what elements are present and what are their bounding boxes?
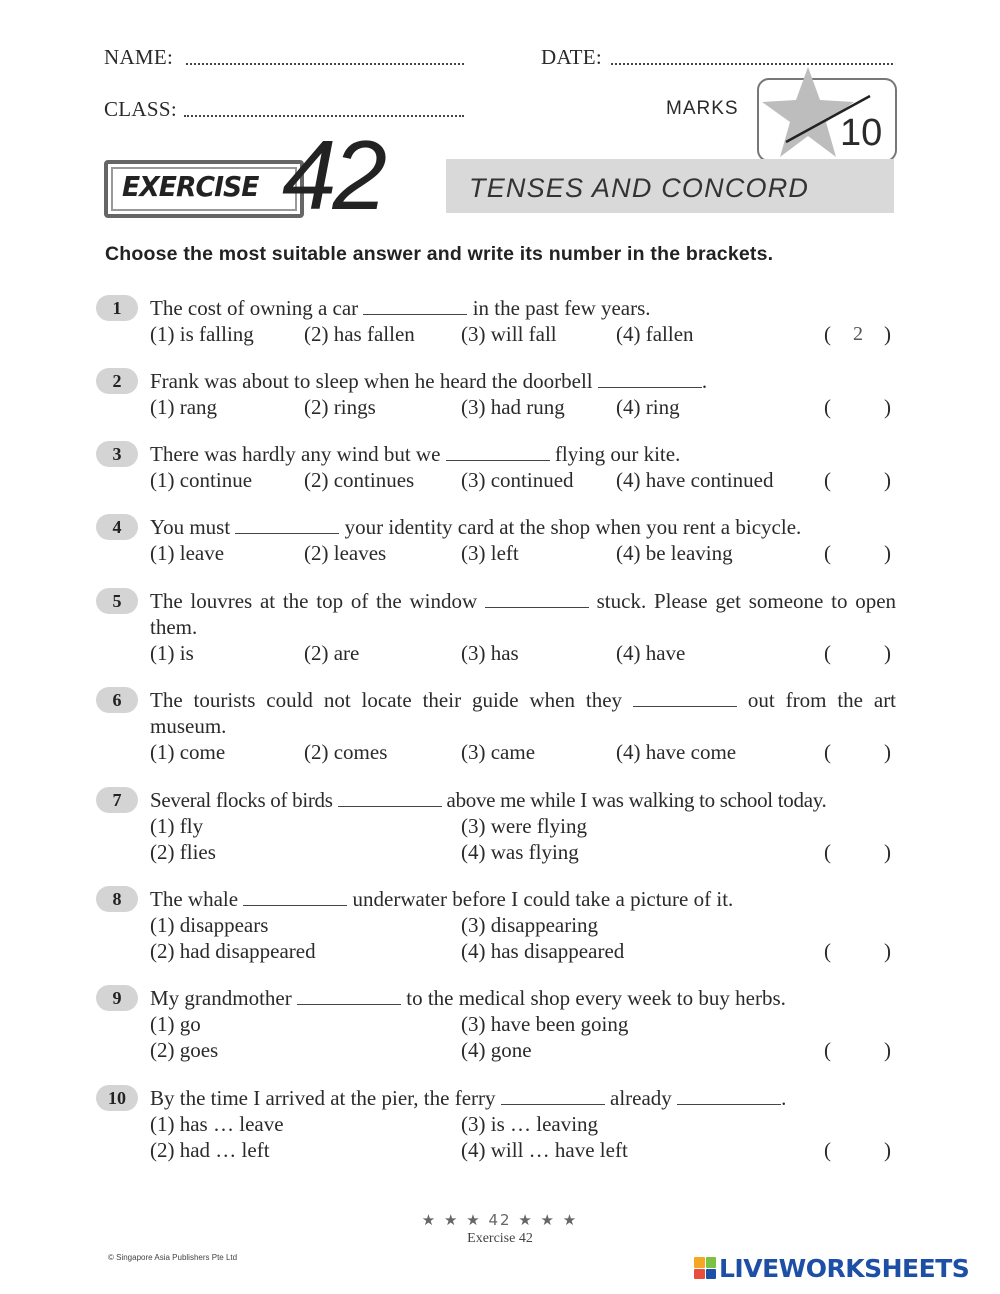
option-2: (2) continues bbox=[304, 468, 415, 492]
question-number: 4 bbox=[96, 514, 138, 540]
instructions: Choose the most suitable answer and write its number in the brackets. bbox=[105, 243, 774, 265]
exercise-word: EXERCISE bbox=[122, 170, 259, 203]
exercise-number: 42 bbox=[282, 120, 384, 230]
question-stem bbox=[150, 368, 896, 394]
close-bracket: ) bbox=[884, 641, 891, 665]
open-bracket: ( bbox=[824, 395, 831, 419]
option-1: (1) leave bbox=[150, 541, 225, 565]
question-number: 2 bbox=[96, 368, 138, 394]
name-label: NAME: bbox=[104, 45, 174, 69]
answer-blank[interactable] bbox=[501, 1104, 605, 1105]
open-bracket: ( bbox=[824, 541, 831, 565]
option-2: (2) comes bbox=[304, 740, 388, 764]
option-3: (3) will fall bbox=[461, 322, 557, 346]
close-bracket: ) bbox=[884, 395, 891, 419]
stem-text: Several flocks of birds bbox=[150, 788, 333, 812]
open-bracket: ( bbox=[824, 740, 831, 764]
marks-total: 10 bbox=[840, 112, 883, 154]
option-3: (3) has bbox=[461, 641, 519, 665]
open-bracket: ( bbox=[824, 641, 831, 665]
question-number: 9 bbox=[96, 985, 138, 1011]
option-1: (1) fly bbox=[150, 814, 204, 838]
stem-text: . bbox=[781, 1086, 787, 1110]
option-3: (3) disappearing bbox=[461, 913, 599, 937]
option-2: (2) leaves bbox=[304, 541, 387, 565]
option-2: (2) had disappeared bbox=[150, 939, 316, 963]
answer-blank[interactable] bbox=[243, 905, 347, 906]
answer-blank[interactable] bbox=[598, 387, 702, 388]
close-bracket: ) bbox=[884, 1138, 891, 1162]
option-2: (2) had … left bbox=[150, 1138, 270, 1162]
option-4: (4) have come bbox=[616, 740, 737, 764]
option-2: (2) flies bbox=[150, 840, 216, 864]
option-2: (2) are bbox=[304, 641, 360, 665]
option-3: (3) continued bbox=[461, 468, 574, 492]
answer-blank[interactable] bbox=[446, 460, 550, 461]
question-number: 10 bbox=[96, 1085, 138, 1111]
question-number: 1 bbox=[96, 295, 138, 321]
stem-text: By the time I arrived at the pier, the ferry bbox=[150, 1086, 496, 1110]
answer-blank[interactable] bbox=[633, 706, 737, 707]
option-4: (4) have continued bbox=[616, 468, 774, 492]
page-number bbox=[0, 1211, 1000, 1229]
option-3: (3) were flying bbox=[461, 814, 587, 838]
close-bracket: ) bbox=[884, 840, 891, 864]
question-number: 5 bbox=[96, 588, 138, 614]
stem-text: My grandmother bbox=[150, 986, 292, 1010]
name-field[interactable] bbox=[104, 45, 464, 71]
question-stem bbox=[150, 886, 896, 912]
close-bracket: ) bbox=[884, 468, 891, 492]
option-3: (3) came bbox=[461, 740, 536, 764]
question-number: 6 bbox=[96, 687, 138, 713]
option-4: (4) was flying bbox=[461, 840, 579, 864]
date-label: DATE: bbox=[541, 45, 602, 69]
open-bracket: ( bbox=[824, 840, 831, 864]
answer-blank[interactable] bbox=[485, 607, 589, 608]
stem-text: The cost of owning a car bbox=[150, 296, 359, 320]
option-3: (3) had rung bbox=[461, 395, 565, 419]
answer-blank[interactable] bbox=[235, 533, 339, 534]
question-stem bbox=[150, 514, 896, 540]
option-4: (4) have bbox=[616, 641, 686, 665]
answer-input[interactable]: 2 bbox=[853, 323, 863, 345]
question-number: 8 bbox=[96, 886, 138, 912]
question-stem bbox=[150, 985, 896, 1011]
stem-text: The whale bbox=[150, 887, 239, 911]
option-1: (1) rang bbox=[150, 395, 218, 419]
stem-text: out from the art museum. bbox=[150, 688, 897, 738]
stem-text: underwater before I could take a picture of it. bbox=[352, 887, 734, 911]
open-bracket: ( bbox=[824, 468, 831, 492]
option-1: (1) come bbox=[150, 740, 226, 764]
open-bracket: ( bbox=[824, 1038, 831, 1062]
option-4: (4) gone bbox=[461, 1038, 532, 1062]
topic-title: TENSES AND CONCORD bbox=[469, 173, 810, 203]
liveworksheets-brand: LIVEWORKSHEETS bbox=[719, 1253, 970, 1283]
question-stem bbox=[150, 687, 896, 739]
option-3: (3) have been going bbox=[461, 1012, 629, 1036]
option-1: (1) has … leave bbox=[150, 1112, 284, 1136]
option-4: (4) be leaving bbox=[616, 541, 733, 565]
open-bracket: ( bbox=[824, 1138, 831, 1162]
option-1: (1) disappears bbox=[150, 913, 269, 937]
open-bracket: ( bbox=[824, 939, 831, 963]
stem-text: stuck. Please get someone to open them. bbox=[150, 589, 897, 639]
option-2: (2) goes bbox=[150, 1038, 219, 1062]
option-3: (3) is … leaving bbox=[461, 1112, 599, 1136]
option-1: (1) is falling bbox=[150, 322, 254, 346]
stem-text: flying our kite. bbox=[554, 442, 681, 466]
answer-blank[interactable] bbox=[677, 1104, 781, 1105]
liveworksheets-icon bbox=[694, 1257, 716, 1279]
page-number-text: 42 bbox=[488, 1211, 512, 1229]
option-3: (3) left bbox=[461, 541, 519, 565]
stem-text: already bbox=[610, 1086, 672, 1110]
option-4: (4) will … have left bbox=[461, 1138, 628, 1162]
close-bracket: ) bbox=[884, 322, 891, 346]
stem-text: You must bbox=[150, 515, 231, 539]
exercise-footer-label: Exercise 42 bbox=[467, 1231, 533, 1246]
answer-blank[interactable] bbox=[338, 806, 442, 807]
stem-text: Frank was about to sleep when he heard the doorbell bbox=[150, 369, 593, 393]
stem-text: in the past few years. bbox=[472, 296, 651, 320]
answer-blank[interactable] bbox=[363, 314, 467, 315]
option-2: (2) rings bbox=[304, 395, 376, 419]
liveworksheets-logo[interactable] bbox=[694, 1254, 969, 1282]
copyright: © Singapore Asia Publishers Pte Ltd bbox=[108, 1253, 238, 1262]
option-2: (2) has fallen bbox=[304, 322, 415, 346]
stem-text: . bbox=[701, 369, 708, 393]
option-1: (1) go bbox=[150, 1012, 201, 1036]
stem-text: above me while I was walking to school today. bbox=[446, 788, 827, 812]
close-bracket: ) bbox=[884, 740, 891, 764]
option-1: (1) continue bbox=[150, 468, 253, 492]
close-bracket: ) bbox=[884, 1038, 891, 1062]
question-stem bbox=[150, 295, 896, 321]
class-dotted-line[interactable] bbox=[184, 115, 464, 117]
option-4: (4) fallen bbox=[616, 322, 694, 346]
star-left-icon: ★ ★ ★ bbox=[421, 1211, 489, 1229]
question-stem bbox=[150, 787, 896, 813]
answer-blank[interactable] bbox=[297, 1004, 401, 1005]
close-bracket: ) bbox=[884, 541, 891, 565]
class-label: CLASS: bbox=[104, 97, 177, 121]
option-4: (4) has disappeared bbox=[461, 939, 625, 963]
stem-text: your identity card at the shop when you rent a bicycle. bbox=[344, 515, 802, 539]
question-stem bbox=[150, 588, 896, 640]
question-stem bbox=[150, 441, 896, 467]
stem-text: The tourists could not locate their guide when they bbox=[150, 688, 623, 712]
question-number: 3 bbox=[96, 441, 138, 467]
star-right-icon: ★ ★ ★ bbox=[511, 1211, 579, 1229]
marks-label: MARKS bbox=[666, 98, 739, 119]
option-4: (4) ring bbox=[616, 395, 680, 419]
open-bracket: ( bbox=[824, 322, 831, 346]
question-stem bbox=[150, 1085, 896, 1111]
stem-text: There was hardly any wind but we bbox=[150, 442, 441, 466]
stem-text: The louvres at the top of the window bbox=[150, 589, 478, 613]
stem-text: to the medical shop every week to buy herbs. bbox=[406, 986, 786, 1010]
question-number: 7 bbox=[96, 787, 138, 813]
close-bracket: ) bbox=[884, 939, 891, 963]
option-1: (1) is bbox=[150, 641, 194, 665]
name-dotted-line[interactable] bbox=[186, 63, 464, 65]
